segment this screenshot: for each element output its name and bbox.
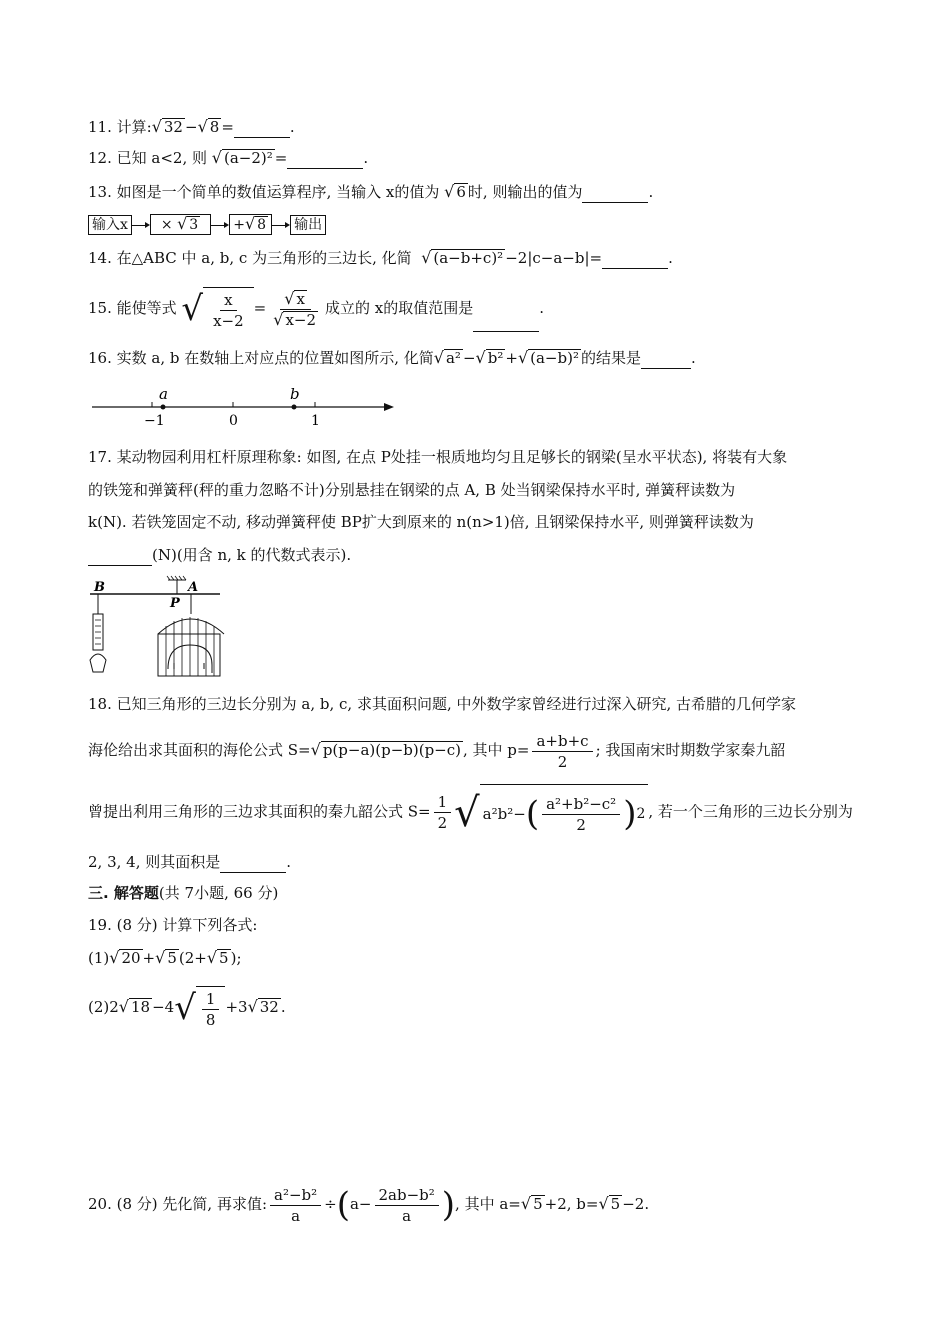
- number-line: [88, 382, 408, 432]
- q19-p2-end: .: [280, 998, 286, 1016]
- flow-add-box: [229, 214, 272, 235]
- q20-den2: a: [402, 1206, 412, 1225]
- lever-illustration: [86, 574, 226, 680]
- arrow-icon: [132, 225, 146, 226]
- q18-line2: [88, 727, 785, 773]
- fraction: [269, 289, 322, 330]
- sqrt-sign: √: [444, 182, 455, 201]
- big-radical: [181, 287, 253, 331]
- arrow-icon: [211, 225, 225, 226]
- q18-line2-b: , 其中 p=: [463, 741, 530, 759]
- label-b: b: [290, 385, 300, 403]
- sqrt-sign: √: [517, 348, 529, 367]
- q20-div: ÷: [324, 1195, 337, 1213]
- fraction: [434, 792, 452, 833]
- q18-line3-b: , 若一个三角形的三边长分别为: [648, 802, 853, 821]
- answer-blank: [88, 551, 152, 566]
- sqrt-sign: √: [181, 289, 204, 329]
- sqrt-sign: √: [151, 117, 162, 136]
- half-den: 2: [437, 814, 448, 832]
- tick-label: 1: [311, 413, 320, 429]
- q18-line3: [88, 784, 853, 841]
- heron-radicand: p(p−a)(p−b)(p−c): [322, 741, 461, 759]
- sqrt-sign: √: [454, 789, 480, 836]
- big-radical: [174, 986, 225, 1030]
- sqrt-sign: √: [206, 948, 218, 967]
- q13-radicand: 6: [456, 183, 466, 201]
- q11-end: .: [289, 118, 295, 136]
- q15-num2-wrap: [280, 289, 311, 310]
- q16-radicand1: a²: [445, 349, 461, 367]
- sqrt-sign: √: [284, 288, 295, 308]
- question-16: [88, 347, 696, 369]
- answer-blank: [234, 123, 290, 138]
- flow-input-box: 输入x: [88, 215, 132, 235]
- flow-diagram: [88, 214, 326, 236]
- p-numerator: a+b+c: [532, 731, 592, 752]
- q11-prefix: 11. 计算:: [88, 118, 152, 136]
- q20-num1: a²−b²: [270, 1185, 321, 1206]
- hand-icon: [90, 654, 106, 672]
- q11-radicand2: 8: [209, 118, 220, 136]
- label-P: P: [170, 596, 180, 611]
- answer-blank: [473, 301, 539, 332]
- answer-blank: [641, 354, 691, 369]
- q15-end: .: [539, 299, 545, 317]
- q20-num2: 2ab−b²: [375, 1185, 439, 1206]
- q16-end: .: [691, 349, 696, 367]
- q18-line4: [88, 851, 291, 873]
- fraction: [209, 290, 248, 331]
- q20-den1: a: [291, 1206, 301, 1225]
- q18-line4-text: 2, 3, 4, 则其面积是: [88, 853, 221, 871]
- q15-den2-wrap: [269, 310, 322, 330]
- q18-end: .: [286, 853, 292, 871]
- q20-r1: 5: [533, 1195, 543, 1213]
- sqrt-sign: √: [197, 117, 208, 136]
- cage-bars: [166, 617, 214, 676]
- q15-eq: =: [253, 299, 267, 317]
- q16-minus: −: [462, 349, 476, 367]
- point-a: [161, 405, 166, 410]
- q19-p1-paren: (2+: [178, 949, 207, 967]
- paren: (: [336, 1185, 350, 1225]
- q11-eq: =: [221, 118, 234, 136]
- question-15: [88, 284, 544, 332]
- sqrt-sign: √: [421, 248, 432, 267]
- q19-p1-r3: 5: [219, 949, 229, 967]
- fraction: [202, 989, 220, 1030]
- q16-prefix: 16. 实数 a, b 在数轴上对应点的位置如图所示, 化简: [88, 349, 434, 367]
- q14-text: 14. 在△ABC 中 a, b, c 为三角形的三边长, 化简: [88, 249, 412, 267]
- radical-body: [203, 287, 254, 331]
- cage-icon: [158, 634, 220, 676]
- q18-line3-a: 曾提出利用三角形的三边求其面积的秦九韶公式 S=: [88, 802, 431, 821]
- fraction: [270, 1185, 321, 1226]
- label-a: a: [159, 385, 168, 403]
- label-B: B: [94, 580, 105, 595]
- q19-p2-plus: +3: [225, 998, 248, 1016]
- q19-p2-minus: −4: [152, 998, 175, 1016]
- sqrt-sign: √: [520, 1194, 532, 1213]
- flow-add-radicand: 8: [257, 217, 267, 233]
- tick-label: −1: [144, 413, 165, 429]
- sqrt-sign: √: [247, 997, 258, 1016]
- point-b: [292, 405, 297, 410]
- q19-p1-r2: 5: [167, 949, 177, 967]
- hatching: [167, 576, 186, 580]
- q14-tail: −2|c−a−b|=: [505, 249, 603, 267]
- paren: ): [441, 1185, 456, 1225]
- q16-radicand3: (a−b)²: [530, 349, 579, 367]
- label-A: A: [188, 580, 199, 595]
- q20-r2: 5: [610, 1195, 621, 1213]
- q13-tail: 时, 则输出的值为: [467, 183, 583, 201]
- qin-den: 2: [576, 815, 586, 834]
- q13-end: .: [648, 183, 654, 201]
- qin-exponent: 2: [636, 806, 646, 822]
- q13-text: 13. 如图是一个简单的数值运算程序, 当输入 x的值为: [88, 183, 440, 201]
- q18-line2-c: ; 我国南宋时期数学家秦九韶: [595, 741, 786, 759]
- q12-eq: =: [274, 149, 288, 167]
- q11-radicand1: 32: [163, 118, 183, 136]
- arrow-icon: [272, 225, 286, 226]
- sqrt-sign: √: [598, 1194, 609, 1213]
- q16-tail: 的结果是: [580, 349, 641, 367]
- q18-line2-a: 海伦给出求其面积的海伦公式 S=: [88, 741, 311, 759]
- question-13: [88, 181, 653, 203]
- flow-mul-radicand: 3: [189, 217, 199, 233]
- q11-minus: −: [184, 118, 198, 136]
- answer-blank: [287, 154, 363, 169]
- q15-den2: x−2: [285, 310, 317, 329]
- tick-label: 0: [229, 413, 238, 429]
- q17-line1: 17. 某动物园利用杠杆原理称象: 如图, 在点 P处挂一根质地均匀且足够长的钢梁(呈水平状态), 将装有大象: [88, 448, 788, 466]
- q19-p2-r2: 32: [259, 998, 279, 1016]
- q19-part1: [88, 947, 242, 969]
- sqrt-sign: √: [273, 309, 284, 329]
- q19-part2: [88, 983, 286, 1031]
- paren: ): [623, 794, 637, 834]
- q20-pre: 20. (8 分) 先化简, 再求值:: [88, 1195, 267, 1213]
- section-3-header: [88, 882, 278, 904]
- sqrt-sign: √: [155, 948, 166, 967]
- flow-output-box: 输出: [290, 215, 326, 235]
- answer-blank: [220, 858, 286, 873]
- q19-p1-pre: (1): [88, 949, 110, 967]
- q19-p2-den: 8: [205, 1011, 216, 1029]
- plus-sign: +: [233, 217, 245, 233]
- qin-num: a²+b²−c²: [542, 794, 620, 815]
- q16-plus: +: [505, 349, 518, 367]
- fraction: [542, 794, 620, 835]
- q17-line4: [88, 544, 351, 566]
- q18-line1: 18. 已知三角形的三边长分别为 a, b, c, 求其面积问题, 中外数学家曾经进行过深入研究, 古希腊的几何学家: [88, 695, 797, 713]
- question-14: [88, 247, 673, 269]
- q19-p2-pre: (2)2: [88, 998, 119, 1016]
- q12-prefix: 12. 已知 a<2, 则: [88, 149, 207, 167]
- fraction: [532, 731, 592, 772]
- q20-tail: , 其中 a=: [455, 1195, 521, 1213]
- q20-end: −2.: [622, 1195, 650, 1213]
- question-12: [88, 147, 368, 169]
- q14-radicand: (a−b+c)²: [433, 249, 504, 267]
- big-radical: [454, 784, 648, 841]
- q12-end: .: [363, 149, 369, 167]
- fraction: [375, 1185, 439, 1226]
- sqrt-sign: √: [475, 348, 486, 367]
- multiply-sign: ×: [160, 217, 173, 233]
- q15-den: x−2: [213, 312, 244, 330]
- sqrt-sign: √: [109, 948, 120, 967]
- axis-arrow-icon: [384, 403, 394, 411]
- question-20: [88, 1180, 649, 1228]
- sqrt-sign: √: [211, 148, 222, 167]
- q19-p2-num: 1: [202, 989, 220, 1010]
- q19-p1-plus: +: [142, 949, 156, 967]
- section-title: 三. 解答题: [88, 884, 159, 902]
- q15-num2: x: [296, 289, 305, 308]
- half-num: 1: [434, 792, 452, 813]
- answer-blank: [582, 188, 648, 203]
- q19-p1-close: );: [230, 949, 242, 967]
- q17-line3: k(N). 若铁笼固定不动, 移动弹簧秤使 BP扩大到原来的 n(n>1)倍, 且钢梁保持水平, 则弹簧秤读数为: [88, 513, 754, 531]
- q20-inner-a: a−: [349, 1195, 372, 1213]
- answer-blank: [602, 254, 668, 269]
- q19-p2-r1: 18: [131, 998, 151, 1016]
- q20-mid: +2, b=: [544, 1195, 599, 1213]
- q19-p1-r1: 20: [121, 949, 141, 967]
- sqrt-sign: √: [177, 214, 188, 233]
- q17-line2: 的铁笼和弹簧秤(秤的重力忽略不计)分别悬挂在钢梁的点 A, B 处当钢梁保持水平时, 弹簧秤读数为: [88, 481, 736, 499]
- sqrt-sign: √: [310, 740, 321, 759]
- flow-multiply-box: [150, 214, 211, 235]
- scale-marks: [95, 620, 101, 644]
- q15-num: x: [220, 290, 236, 311]
- sqrt-sign: √: [174, 988, 196, 1028]
- section-detail: (共 7小题, 66 分): [158, 884, 279, 902]
- sqrt-sign: √: [433, 348, 444, 367]
- qin-inner: a²b²−: [482, 805, 526, 823]
- q17-line4-text: (N)(用含 n, k 的代数式表示).: [152, 546, 352, 564]
- question-11: [88, 116, 295, 138]
- sqrt-sign: √: [244, 214, 256, 233]
- radical-body: [480, 784, 649, 841]
- radical-body: [196, 986, 226, 1030]
- q12-radicand: (a−2)²: [223, 149, 273, 167]
- q15-tail: 成立的 x的取值范围是: [325, 299, 474, 317]
- q14-end: .: [668, 249, 673, 267]
- paren: (: [525, 794, 540, 834]
- q15-prefix: 15. 能使等式: [88, 299, 177, 317]
- p-denominator: 2: [557, 752, 568, 771]
- sqrt-sign: √: [118, 997, 129, 1016]
- q19-head: 19. (8 分) 计算下列各式:: [88, 916, 258, 934]
- q16-radicand2: b²: [487, 349, 504, 367]
